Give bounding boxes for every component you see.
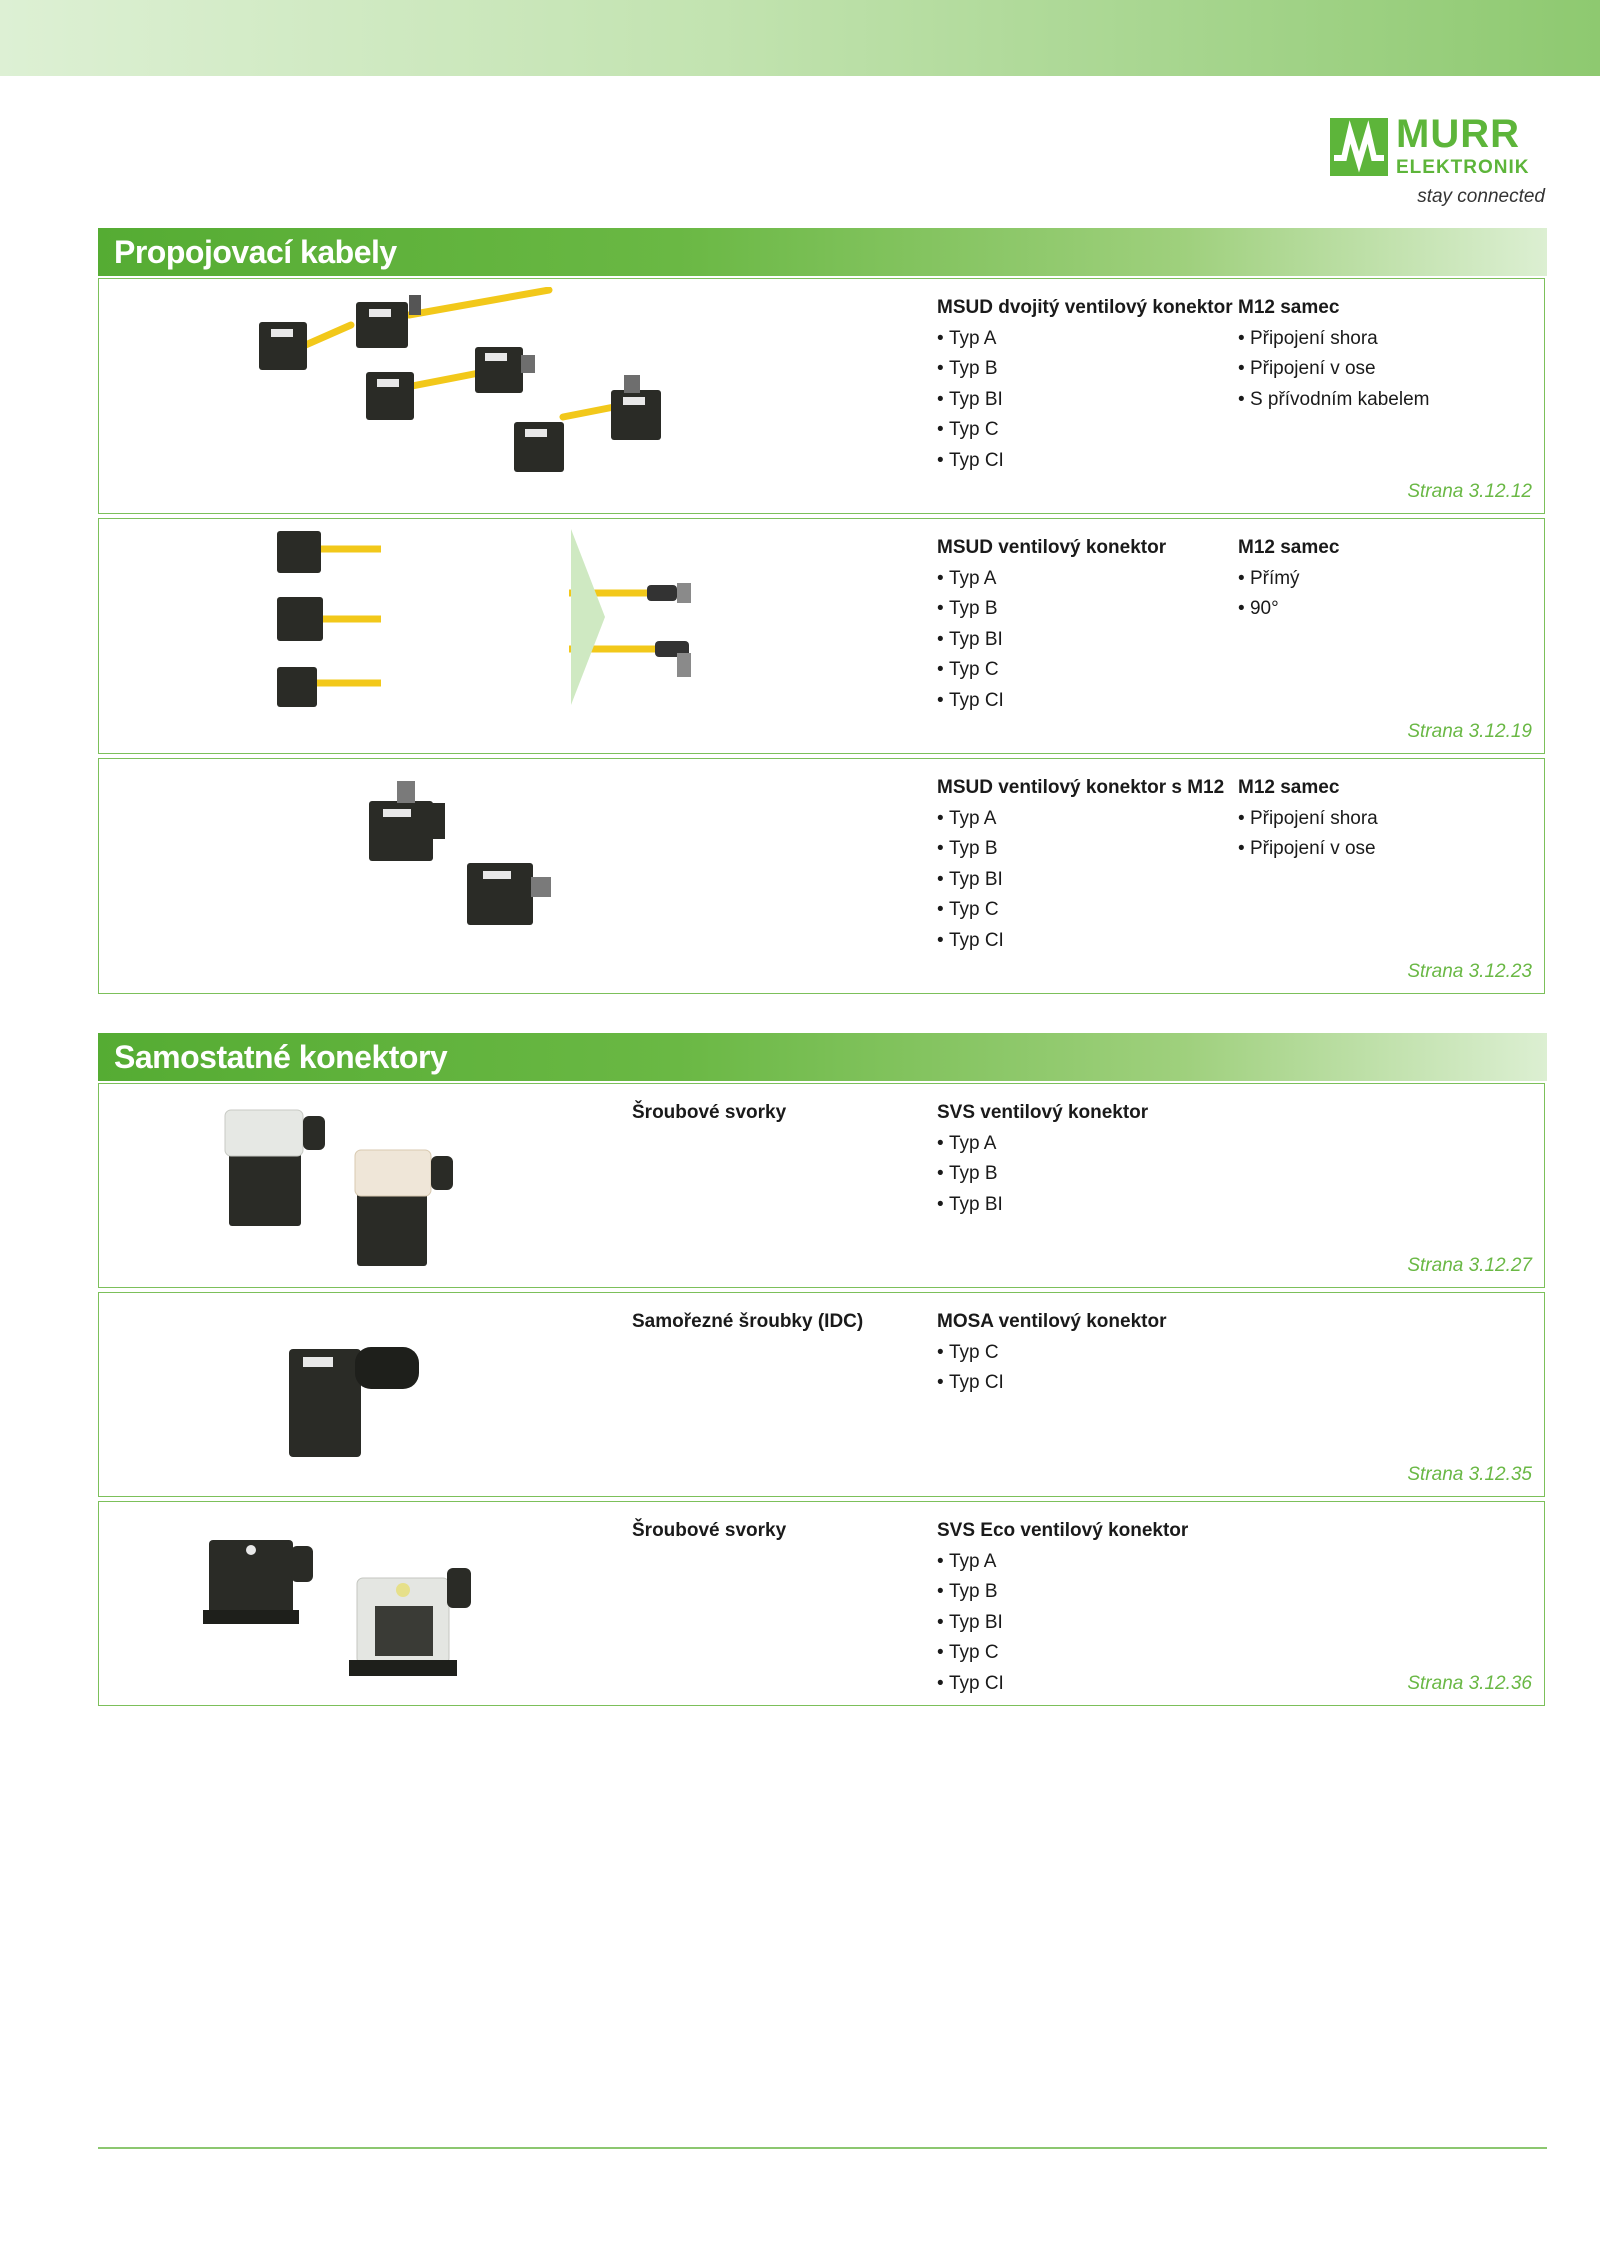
svs-valve-connector-image [209, 1106, 589, 1276]
product-col-m12 [1238, 533, 1339, 625]
product-row[interactable] [98, 518, 1545, 754]
section-header-cables [98, 228, 1547, 276]
product-col-m12 [1238, 293, 1429, 415]
brand-logo [1330, 112, 1545, 213]
section-header-connectors [98, 1033, 1547, 1081]
type-item: • Typ CI [937, 446, 1233, 477]
m12-item: • Přímý [1238, 564, 1339, 595]
type-item: • Typ BI [937, 865, 1224, 896]
m12-item: • Připojení shora [1238, 324, 1429, 355]
page-reference-link[interactable]: Strana 3.12.27 [1407, 1255, 1532, 1276]
type-item: • Typ CI [937, 1368, 1166, 1399]
product-col-main [937, 1098, 1148, 1220]
m12-item: • 90° [1238, 594, 1339, 625]
valve-connector-with-m12-image [359, 773, 719, 973]
product-row[interactable] [98, 278, 1545, 514]
brand-tagline: stay connected [1417, 186, 1545, 207]
type-item: • Typ C [937, 895, 1224, 926]
top-band [0, 0, 1600, 76]
m12-head: M12 samec [1238, 777, 1340, 798]
product-col-terminals [632, 1307, 863, 1338]
type-item: • Typ CI [937, 686, 1166, 717]
type-item: • Typ B [937, 1159, 1148, 1190]
type-item: • Typ CI [937, 1669, 1188, 1700]
product-row[interactable] [98, 1501, 1545, 1706]
product-col-main [937, 1307, 1166, 1399]
m12-item: • Připojení shora [1238, 804, 1378, 835]
product-col-m12 [1238, 773, 1378, 865]
product-name: SVS ventilový konektor [937, 1102, 1149, 1123]
type-item: • Typ B [937, 834, 1224, 865]
page-reference-link[interactable]: Strana 3.12.12 [1407, 481, 1532, 502]
type-item: • Typ C [937, 1638, 1188, 1669]
type-item: • Typ BI [937, 1608, 1188, 1639]
terminal-type: Šroubové svorky [632, 1520, 787, 1541]
type-item: • Typ BI [937, 385, 1233, 416]
footer-divider [98, 2147, 1547, 2149]
type-item: • Typ C [937, 415, 1233, 446]
page-reference-link[interactable]: Strana 3.12.19 [1407, 721, 1532, 742]
product-col-terminals [632, 1098, 786, 1129]
m12-head: M12 samec [1238, 537, 1340, 558]
type-item: • Typ C [937, 655, 1166, 686]
type-item: • Typ A [937, 1547, 1188, 1578]
brand-name: MURR [1396, 112, 1520, 156]
type-item: • Typ A [937, 1129, 1148, 1160]
type-item: • Typ CI [937, 926, 1224, 957]
valve-connector-to-m12-cable-image [249, 527, 849, 742]
type-item: • Typ B [937, 1577, 1188, 1608]
m12-item: • Připojení v ose [1238, 834, 1378, 865]
terminal-type: Samořezné šroubky (IDC) [632, 1311, 864, 1332]
murr-logo-mark-icon [1330, 118, 1388, 176]
type-item: • Typ BI [937, 1190, 1148, 1221]
terminal-type: Šroubové svorky [632, 1102, 787, 1123]
product-row[interactable] [98, 1083, 1545, 1288]
product-name: MSUD dvojitý ventilový konektor [937, 297, 1233, 318]
page-reference-link[interactable]: Strana 3.12.23 [1407, 961, 1532, 982]
product-row[interactable] [98, 1292, 1545, 1497]
product-name: SVS Eco ventilový konektor [937, 1520, 1189, 1541]
type-item: • Typ A [937, 804, 1224, 835]
page-reference-link[interactable]: Strana 3.12.36 [1407, 1673, 1532, 1694]
product-col-main [937, 533, 1166, 716]
product-col-main [937, 293, 1233, 476]
section-title: Samostatné konektory [114, 1039, 448, 1075]
product-col-main [937, 773, 1224, 956]
m12-head: M12 samec [1238, 297, 1340, 318]
product-name: MSUD ventilový konektor [937, 537, 1167, 558]
type-item: • Typ B [937, 354, 1233, 385]
type-item: • Typ BI [937, 625, 1166, 656]
type-item: • Typ A [937, 564, 1166, 595]
svs-eco-valve-connector-image [199, 1526, 619, 1696]
page-reference-link[interactable]: Strana 3.12.35 [1407, 1464, 1532, 1485]
type-item: • Typ C [937, 1338, 1166, 1369]
double-valve-connector-cables-image [219, 287, 699, 502]
m12-item: • Připojení v ose [1238, 354, 1429, 385]
product-row[interactable] [98, 758, 1545, 994]
mosa-valve-connector-image [279, 1337, 479, 1477]
product-name: MOSA ventilový konektor [937, 1311, 1167, 1332]
type-item: • Typ A [937, 324, 1233, 355]
section-title: Propojovací kabely [114, 234, 397, 270]
type-item: • Typ B [937, 594, 1166, 625]
product-col-terminals [632, 1516, 786, 1547]
brand-sub: ELEKTRONIK [1396, 157, 1530, 178]
product-name: MSUD ventilový konektor s M12 [937, 777, 1225, 798]
product-col-main [937, 1516, 1188, 1699]
m12-item: • S přívodním kabelem [1238, 385, 1429, 416]
